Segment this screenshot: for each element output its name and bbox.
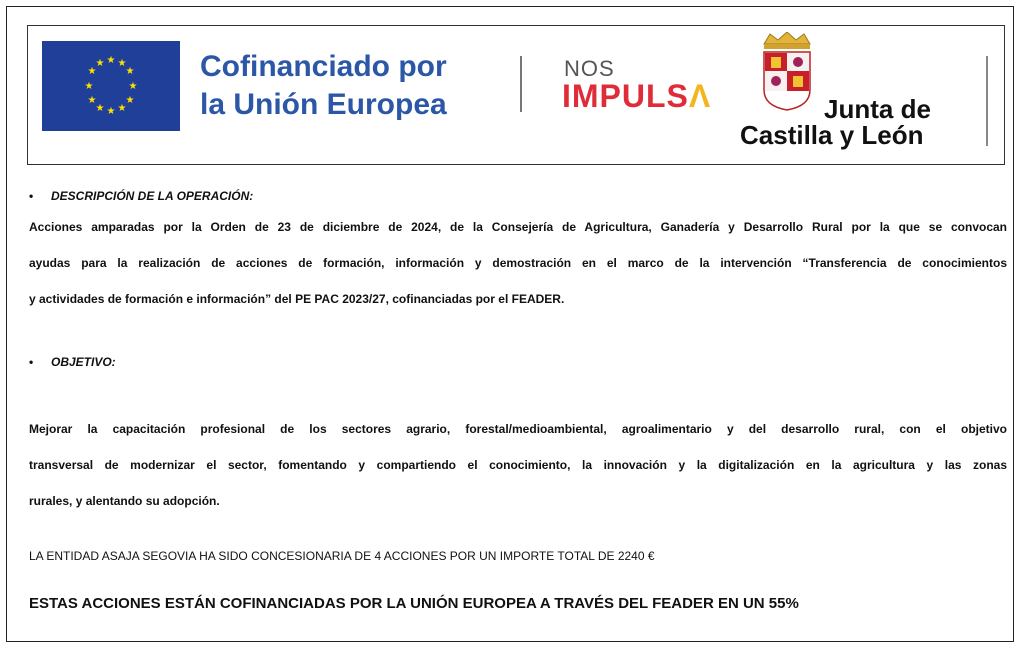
logo-divider-right xyxy=(986,56,988,146)
description-line: y actividades de formación e información” del PE PAC 2023/27, cofinanciadas por el FEADER. xyxy=(29,292,565,306)
description-paragraph xyxy=(29,209,1007,317)
impulsa-logo xyxy=(562,78,711,115)
svg-text:★: ★ xyxy=(95,103,105,114)
eu-line-2: la Unión Europea xyxy=(200,88,447,121)
description-line: Acciones amparadas por la Orden de 23 de diciembre de 2024, de la Consejería de Agricultura, Ganadería y Desarrollo Rural por la que se convocan xyxy=(29,220,1007,234)
nos-label: NOS xyxy=(564,56,615,81)
objective-line: transversal de modernizar el sector, fomentando y compartiendo el conocimiento, la innovación y la digitalización en la agricultura y las zonas xyxy=(29,458,1007,472)
junta-line-2: Castilla y León xyxy=(740,120,924,150)
svg-text:★: ★ xyxy=(117,58,127,69)
junta-line-1: Junta de xyxy=(824,94,931,124)
svg-text:★: ★ xyxy=(117,103,127,114)
svg-text:★: ★ xyxy=(84,81,94,92)
objective-heading: • OBJETIVO: xyxy=(29,355,116,369)
description-heading: • DESCRIPCIÓN DE LA OPERACIÓN: xyxy=(29,189,254,203)
eu-cofinanced-label xyxy=(200,48,447,124)
impulsa-accent: Λ xyxy=(688,78,712,114)
svg-text:★: ★ xyxy=(125,95,135,106)
description-line: ayudas para la realización de acciones de formación, información y demostración en el marco de la intervención “Transferencia de conocimientos xyxy=(29,256,1007,270)
description-heading-text: DESCRIPCIÓN DE LA OPERACIÓN: xyxy=(51,189,254,203)
logo-divider xyxy=(520,56,522,112)
svg-text:★: ★ xyxy=(95,58,105,69)
objective-heading-text: OBJETIVO: xyxy=(51,355,116,369)
document-frame xyxy=(6,6,1014,642)
eu-flag-icon xyxy=(42,41,180,131)
svg-text:★: ★ xyxy=(106,106,116,117)
eu-line-1: Cofinanciado por xyxy=(200,50,447,83)
svg-text:★: ★ xyxy=(125,66,135,77)
objective-line: rurales, y alentando su adopción. xyxy=(29,494,220,508)
cofinance-statement: ESTAS ACCIONES ESTÁN COFINANCIADAS POR LA UNIÓN EUROPEA A TRAVÉS DEL FEADER EN UN 55% xyxy=(29,595,799,612)
impulsa-word: IMPULS xyxy=(562,78,689,114)
logo-banner xyxy=(27,25,1005,165)
svg-text:★: ★ xyxy=(87,95,97,106)
svg-text:★: ★ xyxy=(106,55,116,66)
svg-text:★: ★ xyxy=(128,81,138,92)
castilla-leon-coat-of-arms-icon xyxy=(756,32,818,112)
objective-line: Mejorar la capacitación profesional de los sectores agrario, forestal/medioambiental, agroalimentario y del desarrollo rural, con el objetivo xyxy=(29,422,1007,436)
svg-text:★: ★ xyxy=(87,66,97,77)
entity-statement: LA ENTIDAD ASAJA SEGOVIA HA SIDO CONCESIONARIA DE 4 ACCIONES POR UN IMPORTE TOTAL DE 2240 € xyxy=(29,549,655,563)
objective-paragraph xyxy=(29,411,1007,519)
